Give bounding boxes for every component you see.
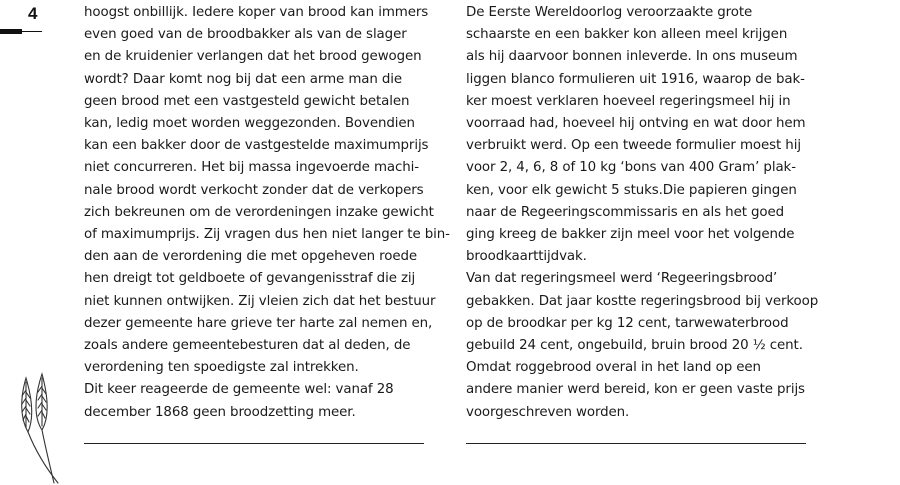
page-number: 4 [28,4,38,23]
text-line: dezer gemeente hare grieve ter harte zal nemen en, [84,315,433,331]
text-line: nale brood wordt verkocht zonder dat de verkopers [84,182,424,198]
text-line: liggen blanco formulieren uit 1916, waarop de bak- [466,71,805,87]
text-line: voor 2, 4, 6, 8 of 10 kg ‘bons van 400 Gram’ plak- [466,160,796,176]
page-edge-line [22,31,42,32]
text-line: hen dreigt tot geldboete of gevangenisstraf die zij [84,271,416,287]
text-line: voorgeschreven worden. [466,404,630,420]
text-line: verbruikt werd. Op een tweede formulier moest hij [466,138,801,154]
right-column-rule [466,443,806,444]
text-line: of maximumprijs. Zij vragen dus hen niet langer te bin- [84,227,450,243]
text-line: op de broodkar per kg 12 cent, tarwewaterbrood [466,315,789,331]
text-line: De Eerste Wereldoorlog veroorzaakte grote [466,5,753,20]
text-line: niet concurreren. Het bij massa ingevoerde machi- [84,160,420,176]
text-line: zoals andere gemeentebesturen dat al deden, de [84,338,411,354]
text-line: verordening ten spoedigste zal intrekken. [84,360,359,376]
right-text-column [466,2,819,424]
text-line: kan, ledig moet worden weggezonden. Bovendien [84,116,415,132]
text-line: ging kreeg de bakker zijn meel voor het volgende [466,227,795,243]
page-edge-tab [0,29,22,34]
text-line: geen brood met een vastgesteld gewicht betalen [84,93,410,109]
text-line: Van dat regeringsmeel werd ‘Regeeringsbrood’ [466,271,778,287]
text-line: gebuild 24 cent, ongebuild, bruin brood 20 ½ cent. [466,338,803,354]
text-line: als hij daarvoor bonnen inleverde. In ons museum [466,49,798,65]
text-line: zich bekreunen om de verordeningen inzake gewicht [84,204,434,220]
text-line: wordt? Daar komt nog bij dat een arme man die [84,71,403,87]
text-line: niet kunnen ontwijken. Zij vleien zich dat het bestuur [84,293,436,309]
left-column-rule [84,443,424,444]
text-line: broodkaarttijdvak. [466,249,587,265]
wheat-icon [14,372,74,484]
text-line: den aan de verordening die met opgeheven roede [84,249,418,265]
text-line: naar de Regeeringscommissaris en als het goed [466,204,785,220]
text-line: hoogst onbillijk. Iedere koper van brood kan immers [84,5,429,20]
text-line: en de kruidenier verlangen dat het brood gewogen [84,49,422,65]
text-line: kan een bakker door de vastgestelde maximumprijs [84,138,429,154]
text-line: Omdat roggebrood overal in het land op een [466,360,761,376]
text-line: schaarste en een bakker kon alleen meel krijgen [466,27,788,43]
text-line: december 1868 geen broodzetting meer. [84,404,356,420]
left-text-column [84,2,450,424]
text-line: andere manier werd bereid, kon er geen vaste prijs [466,382,805,398]
text-line: Dit keer reageerde de gemeente wel: vanaf 28 [84,382,394,398]
text-line: ken, voor elk gewicht 5 stuks.Die papieren gingen [466,182,797,198]
text-line: gebakken. Dat jaar kostte regeringsbrood bij verkoop [466,293,819,309]
text-line: voorraad had, hoeveel hij ontving en wat door hem [466,116,806,132]
text-line: ker moest verklaren hoeveel regeringsmeel hij in [466,93,791,109]
text-line: even goed van de broodbakker als van de slager [84,27,407,43]
